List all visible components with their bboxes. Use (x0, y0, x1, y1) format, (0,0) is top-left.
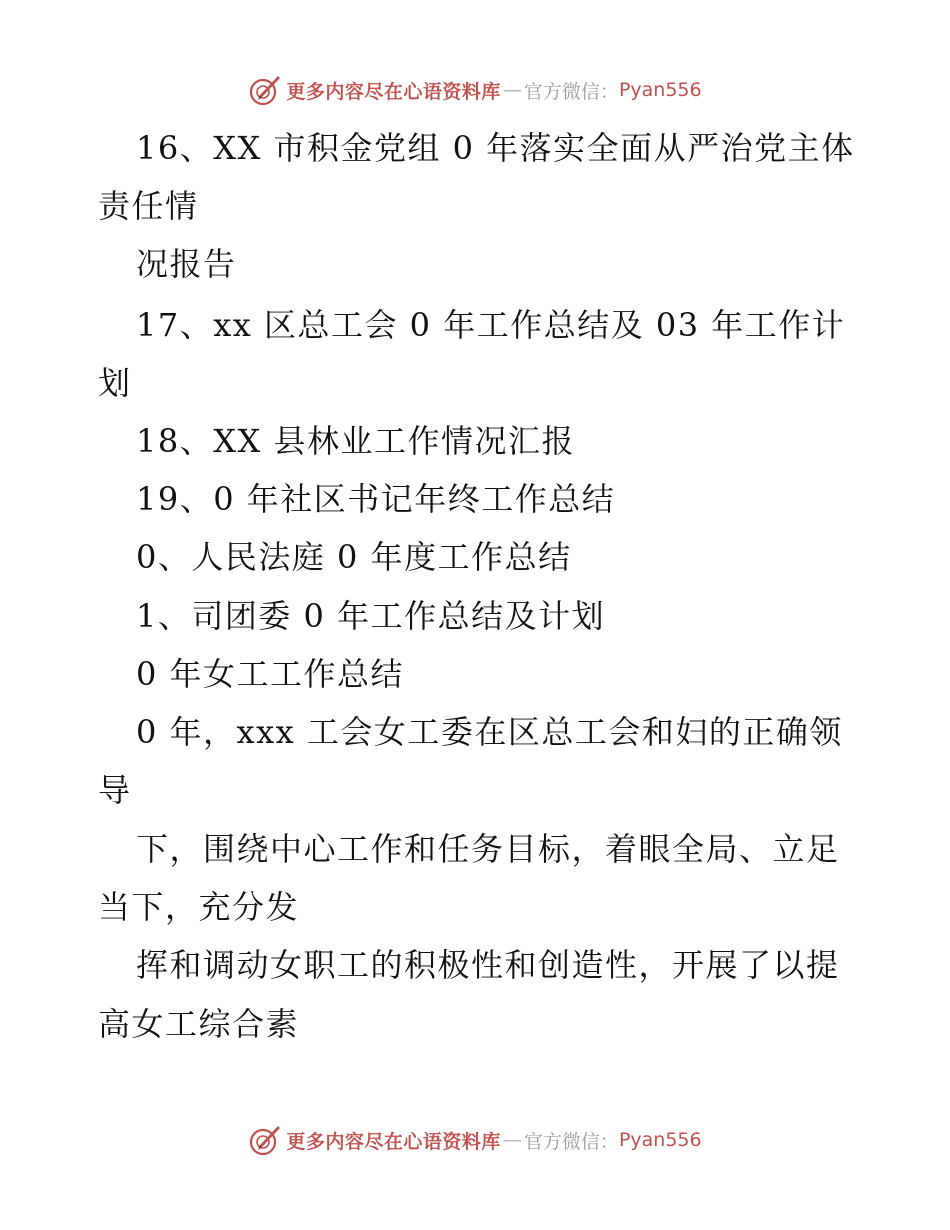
text-line: 责任情 (98, 187, 199, 225)
watermark-separator: — (502, 79, 522, 101)
quill-seal-icon (248, 1123, 282, 1157)
text-line: 当下，充分发 (98, 888, 300, 926)
text-line: 挥和调动女职工的积极性和创造性，开展了以提 (136, 946, 840, 984)
text-line: 划 (98, 364, 132, 402)
text-line: 0、人民法庭 0 年度工作总结 (136, 538, 572, 576)
footer-watermark (0, 1120, 950, 1160)
text-line: 导 (98, 771, 132, 809)
watermark-side-text: 官方微信： (523, 80, 619, 103)
watermark-main-text: 更多内容尽在心语资料库 (286, 80, 501, 103)
watermark-separator: — (502, 1129, 522, 1151)
text-line: 1、司团委 0 年工作总结及计划 (136, 597, 606, 635)
text-line: 18、XX 县林业工作情况汇报 (136, 422, 575, 460)
text-line: 0 年，xxx 工会女工委在区总工会和妇的正确领 (136, 713, 843, 751)
watermark-main-text: 更多内容尽在心语资料库 (286, 1130, 501, 1153)
text-line: 高女工综合素 (98, 1005, 300, 1043)
text-line: 16、XX 市积金党组 0 年落实全面从严治党主体 (136, 129, 855, 167)
text-line: 0 年女工工作总结 (136, 655, 405, 693)
text-line: 19、0 年社区书记年终工作总结 (136, 480, 616, 518)
text-line: 下，围绕中心工作和任务目标，着眼全局、立足 (136, 830, 840, 868)
text-line: 17、xx 区总工会 0 年工作总结及 03 年工作计 (136, 306, 846, 344)
watermark-id: Pyan556 (618, 79, 702, 101)
watermark-side-text: 官方微信： (523, 1130, 619, 1153)
header-watermark (0, 70, 950, 110)
text-line: 况报告 (136, 245, 237, 283)
watermark-id: Pyan556 (618, 1129, 702, 1151)
quill-seal-icon (248, 73, 282, 107)
